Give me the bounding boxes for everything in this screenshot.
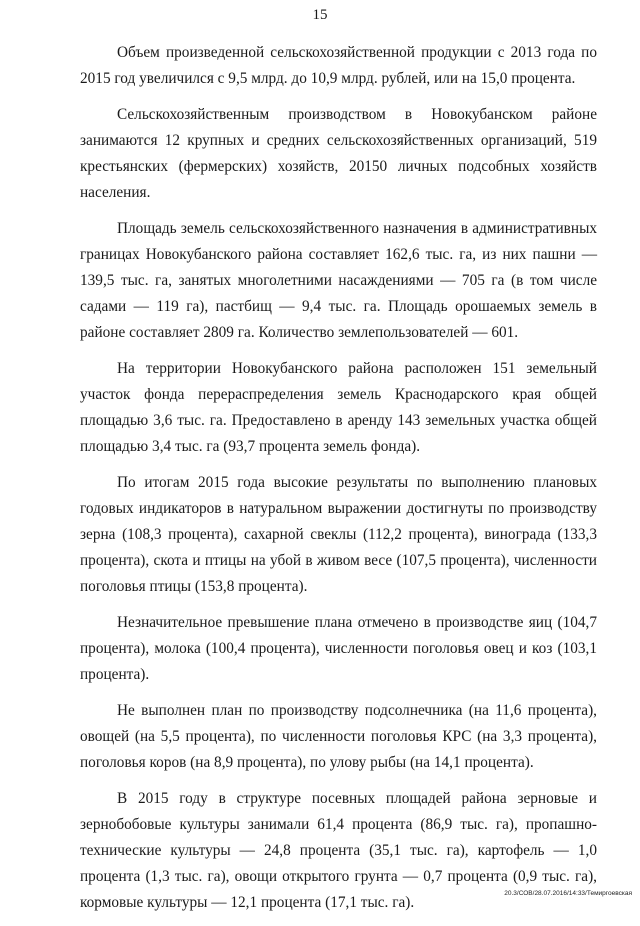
paragraph-crop-structure: В 2015 году в структуре посевных площадей района зерновые и зернобобовые культуры занимали 61,4 процента (86,9 тыс. га), пропашно-технические культуры — 24,8 процента (35,1 тыс. га), картофель — 1,0 процента (1,3 тыс. га), овощи открытого грунта — 0,7 процента (0,9 тыс. га), кормовые культуры — 12,1 процента (17,1 тыс. га). <box>80 790 597 911</box>
paragraph-plan-exceeded: Незначительное превышение плана отмечено в производстве яиц (104,7 процента), молока (100,4 процента), численности поголовья овец и коз (103,1 процента). <box>80 614 597 683</box>
paragraph-agricultural-organizations: Сельскохозяйственным производством в Новокубанском районе занимаются 12 крупных и средних сельскохозяйственных организаций, 519 крестьянских (фермерских) хозяйств, 20150 личных подсобных хозяйств населения. <box>80 106 597 201</box>
paragraph-plan-not-met: Не выполнен план по производству подсолнечника (на 11,6 процента), овощей (на 5,5 процента), по численности поголовья КРС (на 3,3 процента), поголовья коров (на 8,9 процента), по улову рыбы (на 14,1 процента). <box>80 702 597 771</box>
document-body <box>80 40 597 926</box>
paragraph-production-volume: Объем произведенной сельскохозяйственной продукции с 2013 года по 2015 год увеличился с 9,5 млрд. до 10,9 млрд. рублей, или на 15,0 процента. <box>80 44 597 87</box>
document-stamp: 20.3/СОВ/28.07.2016/14:33/Темиргоевская <box>504 890 632 897</box>
paragraph-redistribution-fund: На территории Новокубанского района расположен 151 земельный участок фонда перераспределения земель Краснодарского края общей площадью 3,6 тыс. га. Предоставлено в аренду 143 земельных участка общей площадью 3,4 тыс. га (93,7 процента земель фонда). <box>80 360 597 455</box>
page-number: 15 <box>312 7 328 23</box>
paragraph-land-area: Площадь земель сельскохозяйственного назначения в административных границах Новокубанского района составляет 162,6 тыс. га, из них пашни — 139,5 тыс. га, занятых многолетними насаждениями — 705 га (в том числе садами — 119 га), пастбищ — 9,4 тыс. га. Площадь орошаемых земель в районе составляет 2809 га. Количество землепользователей — 601. <box>80 220 597 341</box>
paragraph-high-results: По итогам 2015 года высокие результаты по выполнению плановых годовых индикаторов в натуральном выражении достигнуты по производству зерна (108,3 процента), сахарной свеклы (112,2 процента), винограда (133,3 процента), скота и птицы на убой в живом весе (107,5 процента), численности поголовья птицы (153,8 процента). <box>80 474 597 595</box>
